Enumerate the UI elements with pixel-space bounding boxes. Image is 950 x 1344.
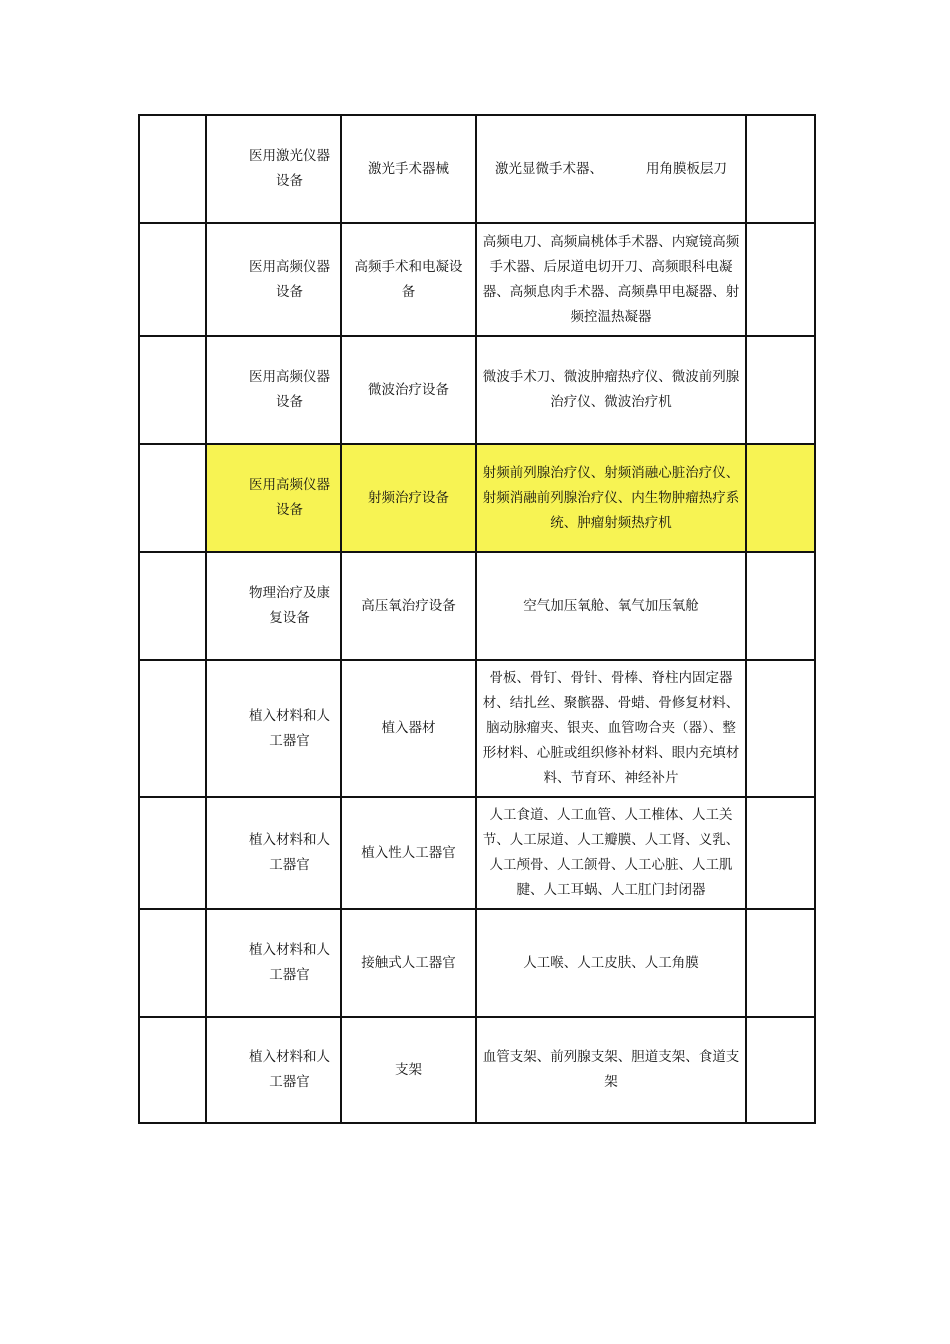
subcategory-cell: 植入器材 <box>341 660 476 797</box>
blank-cell <box>139 336 206 444</box>
subcategory-cell: 接触式人工器官 <box>341 909 476 1017</box>
category-cell: 医用高频仪器设备 <box>206 336 341 444</box>
subcategory-cell: 微波治疗设备 <box>341 336 476 444</box>
items-cell: 高频电刀、高频扁桃体手术器、内窥镜高频手术器、后尿道电切开刀、高频眼科电凝器、高频息肉手术器、高频鼻甲电凝器、射频控温热凝器 <box>476 223 746 336</box>
category-cell: 物理治疗及康复设备 <box>206 552 341 660</box>
items-cell: 空气加压氧舱、氧气加压氧舱 <box>476 552 746 660</box>
subcategory-cell: 激光手术器械 <box>341 115 476 223</box>
blank-cell <box>746 444 815 552</box>
items-cell: 血管支架、前列腺支架、胆道支架、食道支架 <box>476 1017 746 1123</box>
blank-cell <box>746 660 815 797</box>
table-row <box>139 797 815 909</box>
blank-cell <box>746 909 815 1017</box>
blank-cell <box>139 223 206 336</box>
category-cell: 医用高频仪器设备 <box>206 223 341 336</box>
subcategory-cell: 高压氧治疗设备 <box>341 552 476 660</box>
blank-cell <box>139 909 206 1017</box>
blank-cell <box>139 1017 206 1123</box>
table-row <box>139 1017 815 1123</box>
table-row <box>139 552 815 660</box>
items-cell: 骨板、骨钉、骨针、骨棒、脊柱内固定器材、结扎丝、聚髌器、骨蜡、骨修复材料、脑动脉瘤夹、银夹、血管吻合夹（器）、整形材料、心脏或组织修补材料、眼内充填材料、节育环、神经补片 <box>476 660 746 797</box>
blank-cell <box>746 1017 815 1123</box>
blank-cell <box>139 444 206 552</box>
category-cell: 植入材料和人工器官 <box>206 660 341 797</box>
blank-cell <box>139 660 206 797</box>
subcategory-cell: 植入性人工器官 <box>341 797 476 909</box>
blank-cell <box>746 223 815 336</box>
table-row <box>139 909 815 1017</box>
items-cell: 射频前列腺治疗仪、射频消融心脏治疗仪、射频消融前列腺治疗仪、内生物肿瘤热疗系统、肿瘤射频热疗机 <box>476 444 746 552</box>
table-row <box>139 660 815 797</box>
subcategory-cell: 高频手术和电凝设备 <box>341 223 476 336</box>
category-cell: 医用激光仪器设备 <box>206 115 341 223</box>
blank-cell <box>139 797 206 909</box>
blank-cell <box>746 797 815 909</box>
subcategory-cell: 射频治疗设备 <box>341 444 476 552</box>
blank-cell <box>139 115 206 223</box>
category-cell: 植入材料和人工器官 <box>206 909 341 1017</box>
blank-cell <box>746 336 815 444</box>
items-cell: 人工喉、人工皮肤、人工角膜 <box>476 909 746 1017</box>
blank-cell <box>746 552 815 660</box>
category-cell: 植入材料和人工器官 <box>206 797 341 909</box>
table-row <box>139 115 815 223</box>
table-row-highlighted <box>139 444 815 552</box>
blank-cell <box>139 552 206 660</box>
table-row <box>139 223 815 336</box>
category-cell: 医用高频仪器设备 <box>206 444 341 552</box>
items-cell: 激光显微手术器、 用角膜板层刀 <box>476 115 746 223</box>
blank-cell <box>746 115 815 223</box>
items-cell: 微波手术刀、微波肿瘤热疗仪、微波前列腺治疗仪、微波治疗机 <box>476 336 746 444</box>
table-row <box>139 336 815 444</box>
category-cell: 植入材料和人工器官 <box>206 1017 341 1123</box>
device-table <box>138 114 816 1124</box>
subcategory-cell: 支架 <box>341 1017 476 1123</box>
items-cell: 人工食道、人工血管、人工椎体、人工关节、人工尿道、人工瓣膜、人工肾、义乳、人工颅骨、人工颌骨、人工心脏、人工肌腱、人工耳蜗、人工肛门封闭器 <box>476 797 746 909</box>
